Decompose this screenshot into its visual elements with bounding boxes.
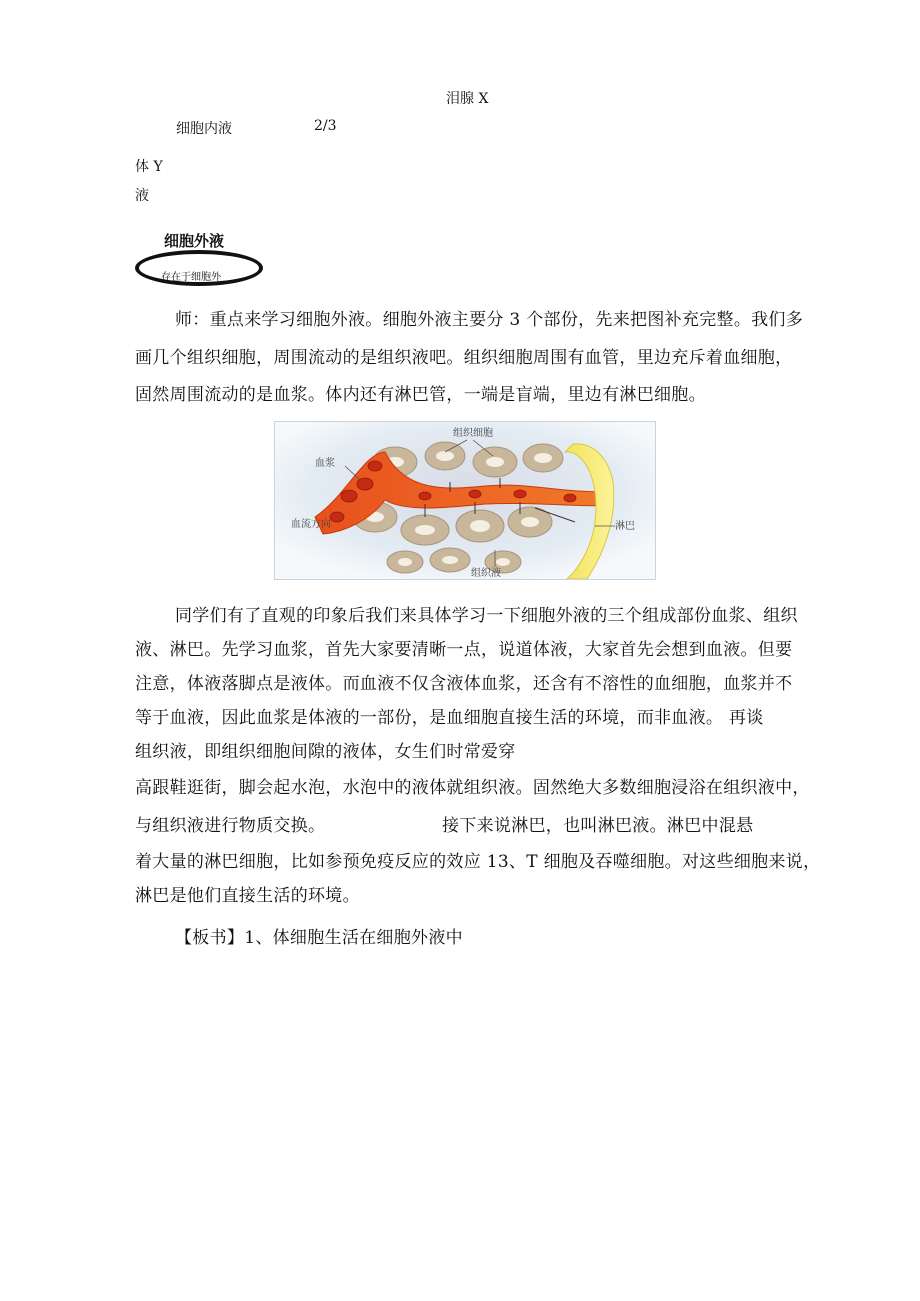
tissue-diagram-svg: [275, 422, 655, 579]
label-lymph: 淋巴: [615, 521, 635, 532]
para1-line-1: 师：重点来学习细胞外液。细胞外液主要分 3 个部份，先来把图补充完整。我们多: [175, 310, 804, 330]
tissue-fluid-diagram: [274, 421, 656, 580]
para2-line-5: 组织液，即组织细胞间隙的液体，女生们时常爱穿: [135, 742, 516, 762]
fragment-liquid: 液: [135, 188, 149, 204]
sketch-inner-text: 存在于细胞外: [161, 272, 221, 283]
para2-line-1: 同学们有了直观的印象后我们来具体学习一下细胞外液的三个组成部份血浆、组织: [175, 606, 798, 626]
extracellular-fluid-sketch: [134, 228, 268, 290]
para2-line-4: 等于血液，因此血浆是体液的一部份，是血细胞直接生活的环境，而非血液。 再谈: [135, 708, 764, 728]
para2-line-7b: 接下来说淋巴，也叫淋巴液。淋巴中混悬: [442, 816, 754, 836]
fragment-body-y: 体 Y: [135, 159, 163, 175]
para1-line-3: 固然周围流动的是血浆。体内还有淋巴管，一端是盲端，里边有淋巴细胞。: [135, 385, 706, 405]
fragment-lacrimal: 泪腺 X: [446, 91, 489, 107]
para2-line-2: 液、淋巴。先学习血浆，首先大家要清晰一点，说道体液，大家首先会想到血液。但要: [135, 640, 793, 660]
label-tissue-fluid: 组织液: [471, 568, 501, 579]
para2-line-9: 淋巴是他们直接生活的环境。: [135, 886, 360, 906]
para2-line-6: 高跟鞋逛街，脚会起水泡，水泡中的液体就组织液。固然绝大多数细胞浸浴在组织液中，: [135, 778, 810, 798]
fragment-fraction: 2/3: [314, 118, 337, 134]
para2-line-8: 着大量的淋巴细胞，比如参预免疫反应的效应 13、T 细胞及吞噬细胞。对这些细胞来说，: [135, 852, 821, 872]
label-plasma: 血浆: [315, 458, 335, 469]
para2-line-7a: 与组织液进行物质交换。: [135, 816, 326, 836]
sketch-title: 细胞外液: [164, 232, 225, 250]
para2-line-3: 注意，体液落脚点是液体。而血液不仅含液体血浆，还含有不溶性的血细胞，血浆并不: [135, 674, 793, 694]
board-note: 【板书】1、体细胞生活在细胞外液中: [175, 928, 463, 948]
label-flow-direction: 血流方向: [291, 519, 331, 530]
fragment-intracellular: 细胞内液: [176, 121, 232, 137]
label-tissue-cells: 组织细胞: [453, 428, 493, 439]
para1-line-2: 画几个组织细胞，周围流动的是组织液吧。组织细胞周围有血管，里边充斥着血细胞，: [135, 348, 793, 368]
